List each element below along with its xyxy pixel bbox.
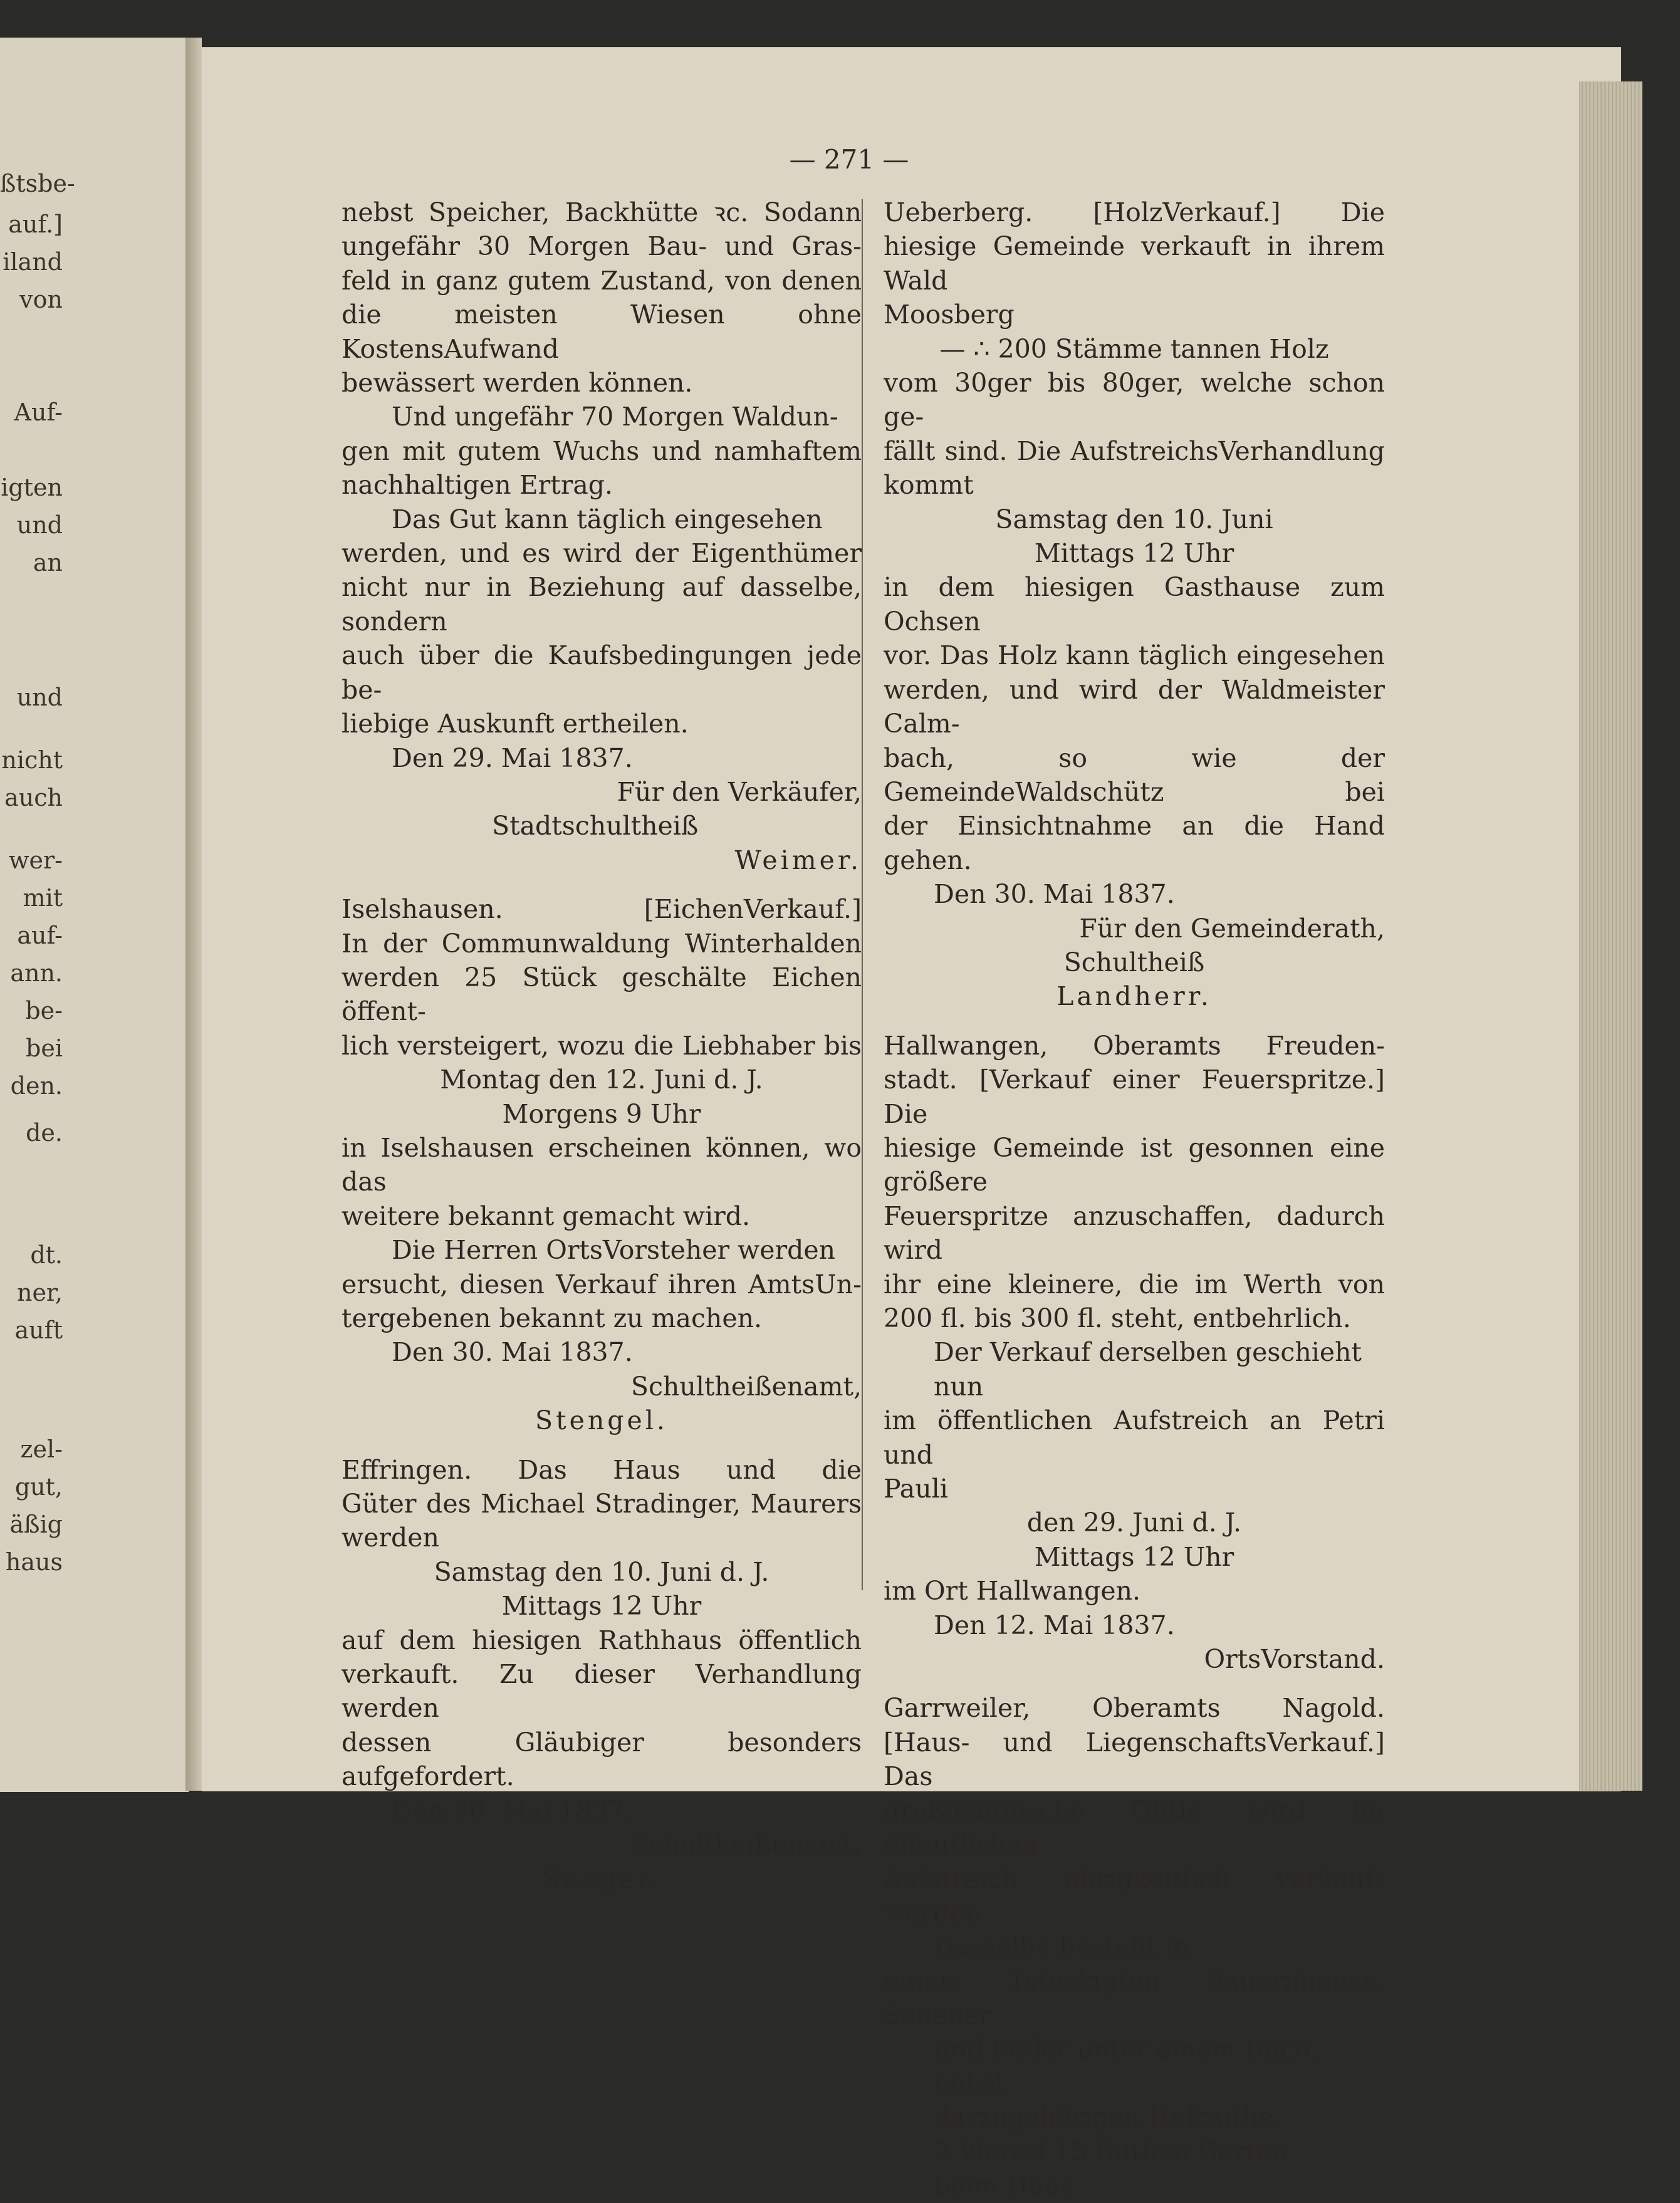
text-line: Effringen. Das Haus und die (342, 1454, 862, 1485)
text-line: werden 25 Stück geschälte Eichen öffent- (342, 962, 862, 1027)
text-line: Samstag den 10. Juni (995, 504, 1273, 534)
text-line: 2 Viertel 15 Ruthen Garten (934, 2136, 1288, 2167)
text-line: und Keller unter einem Dach, nebst (934, 2034, 1319, 2098)
text-line: dessen Gläubiger besonders aufgefordert. (342, 1727, 862, 1792)
text-line: Iselshausen. [EichenVerkauf.] (342, 894, 862, 925)
text-line: auch über die Kaufsbedingungen jede be- (342, 640, 862, 705)
text-line: ihr eine kleinere, die im Werth von (884, 1269, 1385, 1299)
text-line: Mittags 12 Uhr (501, 1591, 702, 1622)
text-line: Weimer. (734, 845, 862, 875)
text-line: hiesige Gemeinde ist gesonnen eine größere (884, 1132, 1385, 1197)
text-line: Garrweiler, Oberamts Nagold. (884, 1693, 1385, 1724)
page-number: — 271 — (789, 144, 909, 175)
margin-fragment: von (19, 286, 63, 313)
text-line: den 29. Juni d. J. (1026, 1508, 1242, 1538)
right-column (884, 195, 1385, 2203)
text-line: bach, so wie der GemeindeWaldschütz bei (884, 742, 1385, 807)
text-line: Moosberg (884, 299, 1015, 330)
margin-fragment: ner, (16, 1279, 63, 1306)
text-line: die meisten Wiesen ohne KostensAufwand (342, 299, 862, 364)
text-line: weitere bekannt gemacht wird. (342, 1200, 751, 1231)
margin-fragment: ßtsbe- (0, 170, 75, 197)
text-line: Feuerspritze anzuschaffen, dadurch wird (884, 1200, 1385, 1266)
margin-fragment: gut, (14, 1473, 63, 1501)
margin-fragment: nicht (1, 746, 63, 774)
text-line: hiesige Gemeinde verkauft in ihrem Wald (884, 231, 1385, 296)
margin-fragment: und (16, 684, 63, 711)
margin-fragment: mit (23, 884, 63, 912)
text-line: beim Haus. (934, 2170, 1082, 2201)
text-line: Güter des Michael Stradinger, Maurers (342, 1489, 862, 1519)
paragraph-gap (342, 1438, 862, 1453)
text-line: nachhaltigen Ertrag. (342, 470, 613, 501)
text-line: Morgens 9 Uhr (502, 1098, 701, 1129)
margin-fragment: iland (3, 248, 63, 276)
text-line: darzugehörigen Hofraithe. (934, 2102, 1282, 2133)
text-line: nebst Speicher, Backhütte ꝛc. Sodann (342, 197, 862, 227)
paragraph-gap (884, 1676, 1385, 1691)
text-line: Das Gut kann täglich eingesehen (392, 504, 823, 534)
text-line: Dasselbe besteht in (934, 1932, 1190, 1962)
text-line: liebige Auskunft ertheilen. (342, 709, 689, 739)
margin-fragment: igten (1, 474, 63, 501)
text-line: Den 12. Mai 1837. (934, 1610, 1175, 1640)
text-line: Stadtschultheiß (492, 811, 699, 841)
text-line: nicht nur in Beziehung auf dasselbe, sondern (342, 572, 862, 637)
margin-fragment: de. (26, 1119, 63, 1147)
text-line: verkauft. Zu dieser Verhandlung werden (342, 1659, 862, 1724)
text-line: im öffentlichen Aufstreich an Petri und (884, 1405, 1385, 1470)
text-line: Aufstreich obrigkeitlich verkauft werden. (884, 1863, 1385, 1928)
text-line: fällt sind. Die AufstreichsVerhandlung (884, 435, 1385, 466)
text-line: 200 fl. bis 300 fl. steht, entbehrlich. (884, 1303, 1351, 1333)
text-line: in dem hiesigen Gasthause zum Ochsen (884, 572, 1385, 637)
text-line: Seeger. (541, 1863, 662, 1894)
text-line: Die Herren OrtsVorsteher werden (392, 1235, 836, 1266)
text-line: Montag den 12. Juni d. J. (440, 1065, 763, 1095)
text-line: [Haus- und LiegenschaftsVerkauf.] Das (884, 1727, 1385, 1792)
margin-fragment: be- (25, 997, 63, 1024)
paragraph-gap (342, 877, 862, 892)
text-line: ungefähr 30 Morgen Bau- und Gras- (342, 231, 862, 262)
text-line: einem 1stockigten Bauernhause, Scheuer (884, 1966, 1385, 2031)
text-line: Schultheißenamt, (630, 1371, 862, 1402)
text-line: lich versteigert, wozu die Liebhaber bis (342, 1030, 862, 1061)
column-rule (862, 199, 863, 1590)
page-edges (1579, 81, 1642, 1791)
text-line: bewässert werden können. (342, 368, 693, 398)
text-line: werden (342, 1523, 439, 1553)
text-line: Und ungefähr 70 Morgen Waldun- (392, 402, 838, 432)
margin-fragment: ann. (10, 959, 63, 987)
text-line: großmännische Gütle wird im öffentlichen (884, 1795, 1385, 1860)
text-line: Den 30. Mai 1837. (934, 879, 1175, 910)
text-line: Pauli (884, 1474, 948, 1504)
text-line: In der Communwaldung Winterhalden (342, 928, 862, 959)
text-line: Der Verkauf derselben geschieht nun (934, 1337, 1362, 1402)
text-line: OrtsVorstand. (1204, 1644, 1385, 1675)
text-line: stadt. [Verkauf einer Feuerspritze.] Die (884, 1065, 1385, 1129)
text-line: Den 29. Mai 1837. (392, 742, 633, 773)
text-line: Den 30. Mai 1837. (392, 1795, 633, 1826)
margin-fragment: und (16, 511, 63, 539)
text-line: Für den Verkäufer, (617, 776, 862, 807)
text-line: Für den Gemeinderath, (1079, 913, 1385, 944)
text-line: tergebenen bekannt zu machen. (342, 1303, 763, 1333)
margin-fragment: auch (4, 784, 63, 811)
margin-fragment: wer- (8, 846, 63, 874)
text-line: der Einsichtnahme an die Hand gehen. (884, 811, 1385, 875)
margin-fragment: bei (26, 1034, 63, 1062)
margin-fragment: Auf- (14, 398, 63, 426)
margin-fragment: auft (14, 1316, 63, 1344)
text-line: gen mit gutem Wuchs und namhaftem (342, 435, 862, 466)
text-line: Hallwangen, Oberamts Freuden- (884, 1030, 1385, 1061)
text-line: Samstag den 10. Juni d. J. (434, 1556, 770, 1587)
book-gutter (185, 38, 202, 1791)
text-line: vom 30ger bis 80ger, welche schon ge- (884, 368, 1385, 432)
text-line: auf dem hiesigen Rathhaus öffentlich (342, 1625, 862, 1655)
text-line: — ∴ 200 Stämme tannen Holz (939, 333, 1329, 364)
text-line: im Ort Hallwangen. (884, 1576, 1141, 1607)
paragraph-gap (884, 1014, 1385, 1029)
text-line: Mittags 12 Uhr (1034, 1541, 1234, 1572)
text-line: Schultheißenamt, (630, 1830, 862, 1860)
text-line: kommt (884, 470, 974, 501)
text-line: werden, und wird der Waldmeister Calm- (884, 674, 1385, 739)
margin-fragment: zel- (20, 1435, 63, 1463)
margin-fragment: haus (5, 1548, 63, 1576)
text-line: vor. Das Holz kann täglich eingesehen (884, 640, 1385, 671)
text-line: feld in ganz gutem Zustand, von denen (342, 265, 862, 296)
margin-fragment: an (33, 549, 63, 576)
text-line: Ueberberg. [HolzVerkauf.] Die (884, 197, 1385, 227)
text-line: Stengel. (535, 1405, 668, 1436)
margin-fragment: den. (10, 1072, 63, 1100)
text-line: Schultheiß (1063, 947, 1205, 977)
left-column (342, 195, 862, 1896)
text-line: werden, und es wird der Eigenthümer (342, 538, 862, 569)
margin-fragment: auf.] (8, 211, 63, 238)
margin-fragment: dt. (30, 1241, 63, 1269)
text-line: Mittags 12 Uhr (1034, 538, 1234, 569)
text-line: Den 30. Mai 1837. (392, 1337, 633, 1368)
text-line: Landherr. (1057, 981, 1212, 1012)
margin-fragment: äßig (9, 1511, 63, 1538)
text-line: in Iselshausen erscheinen können, wo das (342, 1132, 862, 1197)
text-line: ersucht, diesen Verkauf ihren AmtsUn- (342, 1269, 862, 1299)
margin-fragment: auf- (17, 922, 63, 949)
